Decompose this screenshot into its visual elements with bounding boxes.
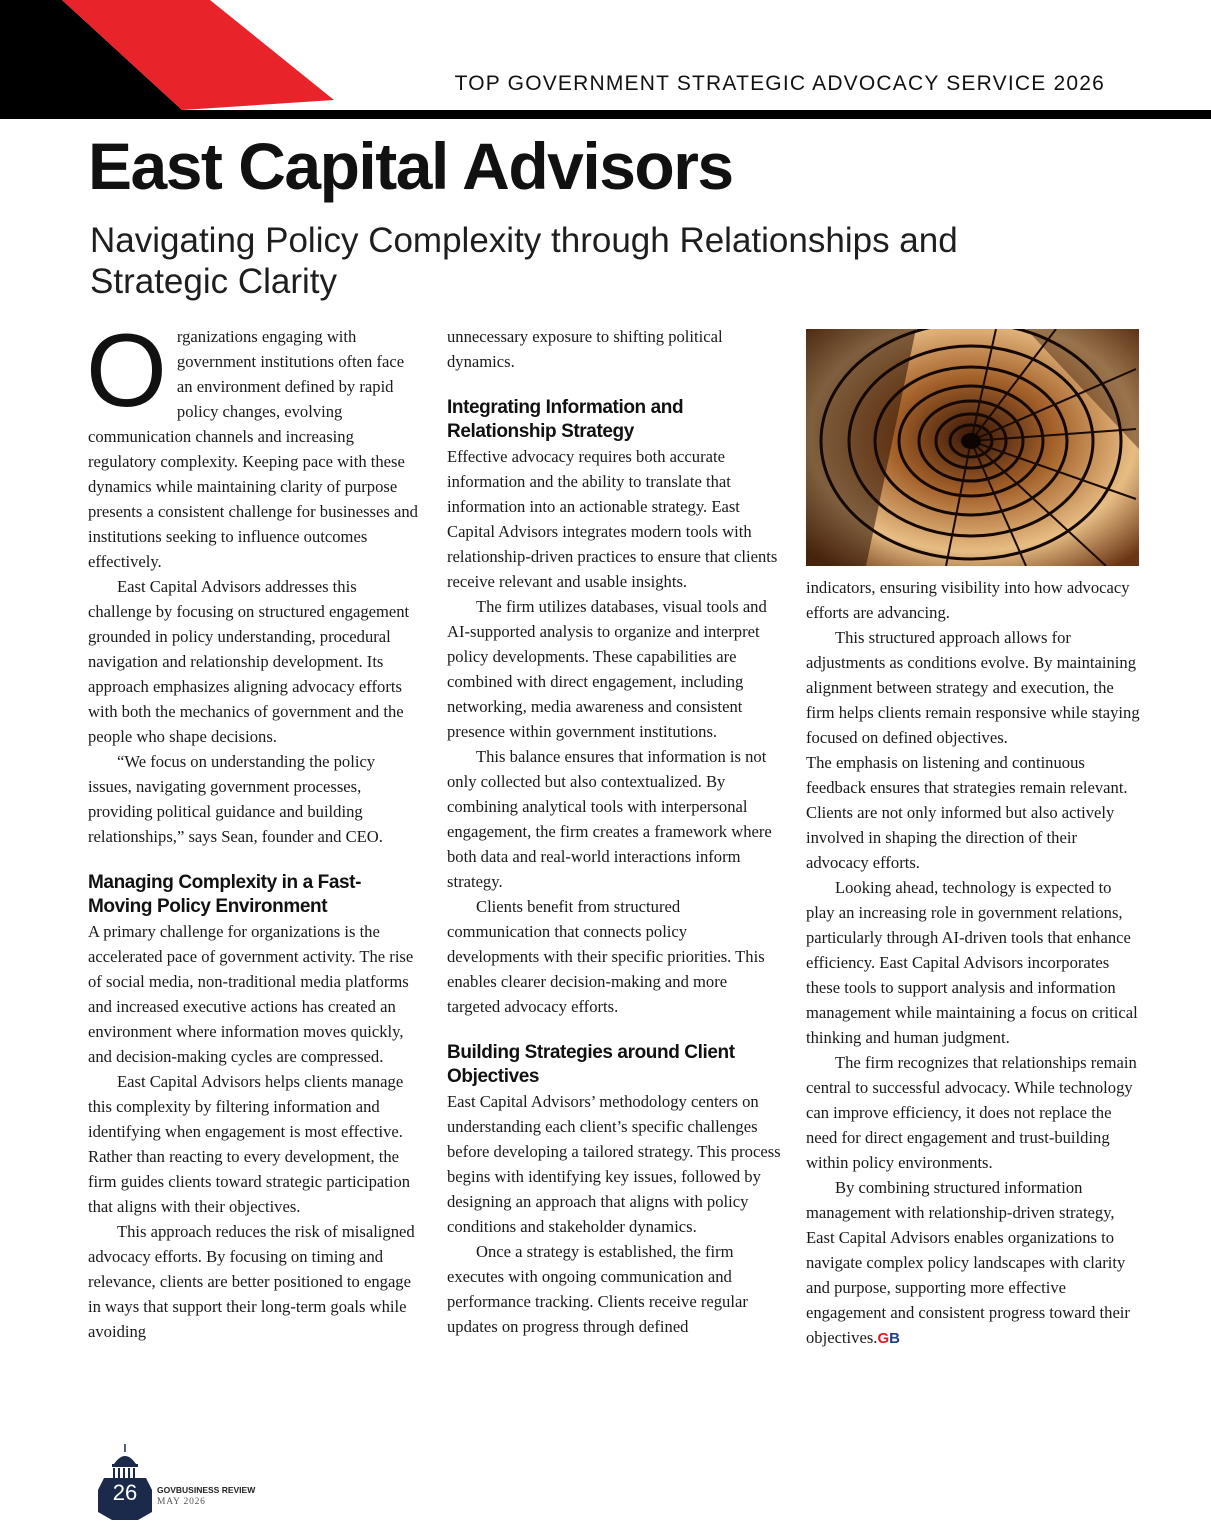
paragraph: Clients benefit from structured communication that connects policy developments with their specific priorities. This enables clearer decision-making and more targeted advocacy efforts. [447, 897, 765, 1016]
paragraph: indicators, ensuring visibility into how advocacy efforts are advancing. [806, 578, 1130, 622]
paragraph: East Capital Advisors helps clients manage this complexity by filtering information and identifying when engagement is most effective. Rather than reacting to every development, the firm guides clients toward strategic participation that aligns with their objectives. [88, 1072, 411, 1216]
article-title: East Capital Advisors [88, 129, 733, 203]
section-label: TOP GOVERNMENT STRATEGIC ADVOCACY SERVICE 2026 [454, 72, 1105, 95]
paragraph: The emphasis on listening and continuous feedback ensures that strategies remain relevant. Clients are not only informed but also actively involved in shaping the direction of their advocacy efforts. [806, 753, 1128, 872]
paragraph: Effective advocacy requires both accurate information and the ability to translate that information into an actionable strategy. East Capital Advisors integrates modern tools with relationship-driven practices to ensure that clients receive relevant and usable insights. [447, 447, 778, 591]
paragraph: Once a strategy is established, the firm executes with ongoing communication and performance tracking. Clients receive regular updates on progress through defined [447, 1242, 748, 1336]
article-subtitle: Navigating Policy Complexity through Relationships and Strategic Clarity [90, 221, 958, 301]
closing-text: By combining structured information management with relationship-driven strategy, East Capital Advisors enables organizations to navigate complex policy landscapes with clarity and purpose, supporting more effective engagement and consistent progress toward their objectives. [806, 1178, 1130, 1347]
publication-name: GOVBUSINESS REVIEW [157, 1485, 256, 1495]
paragraph: This structured approach allows for adjustments as conditions evolve. By maintaining alignment between strategy and execution, the firm helps clients remain responsive while staying focused on defined objectives. [806, 628, 1140, 747]
section-heading: Building Strategies around Client Objectives [447, 1042, 735, 1087]
column-1 [86, 313, 422, 1344]
page-number: 26 [112, 1480, 138, 1505]
header-rule [0, 110, 1211, 119]
closing-paragraph [806, 1175, 1141, 1351]
end-mark: GB [877, 1330, 900, 1347]
section-heading: Integrating Information and Relationship Strategy [447, 397, 684, 442]
paragraph: Looking ahead, technology is expected to play an increasing role in government relations, particularly through AI-driven tools that enhance efficiency. East Capital Advisors incorporates these tools to support analysis and information management while maintaining a focus on critical thinking and human judgment. [806, 878, 1138, 1047]
drop-cap: O [86, 313, 167, 429]
paragraph: This balance ensures that information is not only collected but also contextualized. By combining analytical tools with interpersonal engagement, the firm creates a framework where both data and real-world interactions inform strategy. [447, 747, 772, 891]
quote-paragraph: “We focus on understanding the policy issues, navigating government processes, providing political guidance and building relationships,” says Sean, founder and CEO. [88, 752, 383, 846]
issue-date: MAY 2026 [157, 1497, 206, 1507]
paragraph: East Capital Advisors addresses this challenge by focusing on structured engagement grounded in policy understanding, procedural navigation and relationship development. Its approach emphasizes aligning advocacy efforts with both the mechanics of government and the people who shape decisions. [88, 577, 410, 746]
paragraph: The firm utilizes databases, visual tools and AI-supported analysis to organize and interpret policy developments. These capabilities are combined with direct engagement, including networking, media awareness and consistent presence within government institutions. [447, 597, 767, 741]
intro-paragraph [86, 313, 422, 574]
column-3 [806, 324, 1141, 1351]
spiral-staircase-photo [806, 329, 1139, 566]
paragraph: A primary challenge for organizations is the accelerated pace of government activity. The rise of social media, non-traditional media platforms and increased executive actions has created an environment where information moves quickly, and decision-making cycles are compressed. [88, 922, 414, 1066]
intro-text: rganizations engaging with government institutions often face an environment defined by rapid policy changes, evolving communication channels and increasing regulatory complexity. Keeping pace with these dynamics while maintaining clarity of purpose presents a consistent challenge for businesses and institutions seeking to influence outcomes effectively. [88, 327, 418, 571]
paragraph: East Capital Advisors’ methodology centers on understanding each client’s specific challenges before developing a tailored strategy. This process begins with identifying key issues, followed by designing an approach that aligns with policy conditions and stakeholder dynamics. [447, 1092, 781, 1236]
column-2 [447, 324, 782, 1339]
section-heading: Managing Complexity in a Fast-Moving Policy Environment [88, 872, 362, 917]
paragraph: This approach reduces the risk of misaligned advocacy efforts. By focusing on timing and relevance, clients are better positioned to engage in ways that support their long-term goals while avoiding [88, 1222, 415, 1341]
paragraph: The firm recognizes that relationships remain central to successful advocacy. While technology can improve efficiency, it does not replace the need for direct engagement and trust-building within policy environments. [806, 1053, 1137, 1172]
paragraph: unnecessary exposure to shifting political dynamics. [447, 327, 723, 371]
header-banner [0, 0, 340, 120]
